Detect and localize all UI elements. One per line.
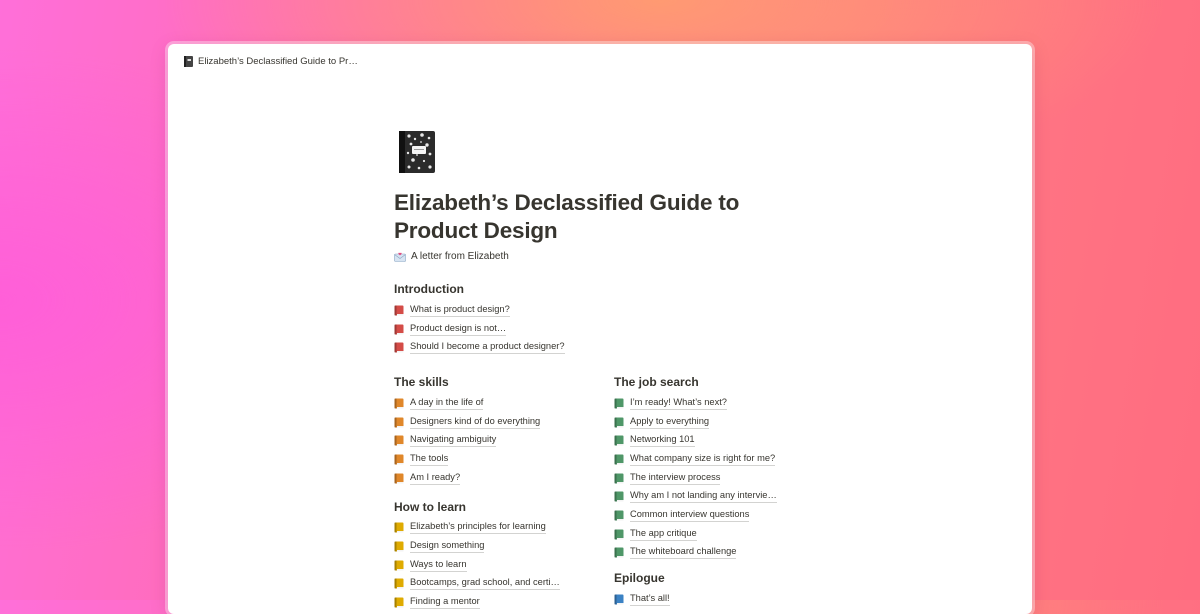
- book-icon: [614, 454, 624, 465]
- page-link-label: Should I become a product designer?: [410, 341, 565, 354]
- book-icon: [394, 560, 404, 571]
- page-link-label: That’s all!: [630, 593, 670, 606]
- page-link[interactable]: [614, 431, 814, 450]
- book-icon: [614, 529, 624, 540]
- page-link[interactable]: [394, 394, 614, 413]
- page-link[interactable]: [614, 525, 814, 544]
- page-link[interactable]: [394, 575, 614, 594]
- book-icon: [614, 398, 624, 409]
- two-column-layout: [394, 375, 814, 612]
- page-link-label: Why am I not landing any intervie…: [630, 490, 777, 503]
- page-link[interactable]: [394, 519, 614, 538]
- page-title: Elizabeth’s Declassified Guide to Product Design: [394, 190, 740, 243]
- book-icon: [394, 597, 404, 608]
- page-link[interactable]: [614, 506, 814, 525]
- letter-link[interactable]: [394, 251, 814, 262]
- section-title: Epilogue: [614, 571, 665, 586]
- book-icon: [394, 305, 404, 316]
- notebook-icon: [184, 56, 193, 67]
- page-link[interactable]: [394, 537, 614, 556]
- notion-window: [168, 44, 1032, 614]
- page-link-label: Elizabeth’s principles for learning: [410, 521, 546, 534]
- composition-notebook-icon: [397, 130, 437, 174]
- page-link[interactable]: [394, 469, 614, 488]
- page-link-label: The interview process: [630, 472, 720, 485]
- page-link[interactable]: [394, 450, 614, 469]
- book-icon: [614, 594, 624, 605]
- page-link-label: The app critique: [630, 528, 697, 541]
- page-link-label: Designers kind of do everything: [410, 416, 540, 429]
- book-icon: [394, 454, 404, 465]
- tab-title[interactable]: Elizabeth’s Declassified Guide to Pr…: [198, 55, 358, 67]
- page-link-label: Apply to everything: [630, 416, 709, 429]
- page-link-label: Navigating ambiguity: [410, 434, 496, 447]
- section-epilogue: [614, 571, 814, 609]
- page-link[interactable]: [614, 413, 814, 432]
- tab-bar: [168, 44, 1032, 78]
- page-link-label: Design something: [410, 540, 484, 553]
- page-link[interactable]: [614, 544, 814, 563]
- left-column: [394, 375, 614, 612]
- section-title: The skills: [394, 375, 449, 390]
- love-letter-icon: [394, 252, 406, 262]
- section-skills: [394, 375, 614, 487]
- right-column: [614, 375, 814, 612]
- book-icon: [614, 473, 624, 484]
- page-link[interactable]: [394, 301, 814, 320]
- book-icon: [614, 547, 624, 558]
- page-link[interactable]: [394, 431, 614, 450]
- book-icon: [394, 522, 404, 533]
- page-link[interactable]: [614, 394, 814, 413]
- book-icon: [394, 578, 404, 589]
- book-icon: [394, 398, 404, 409]
- page-link[interactable]: [394, 320, 814, 339]
- section-how-to-learn: [394, 500, 614, 612]
- book-icon: [394, 324, 404, 335]
- page-link-label: Ways to learn: [410, 559, 467, 572]
- section-job-search: [614, 375, 814, 562]
- book-icon: [614, 510, 624, 521]
- page-link-label: What company size is right for me?: [630, 453, 775, 466]
- page-link-label: Product design is not…: [410, 323, 506, 336]
- page-link-label: The whiteboard challenge: [630, 546, 736, 559]
- page-link-label: Am I ready?: [410, 472, 460, 485]
- letter-link-label: A letter from Elizabeth: [411, 251, 509, 262]
- page-link-label: What is product design?: [410, 304, 510, 317]
- page-link-label: Finding a mentor: [410, 596, 480, 609]
- page-link-label: I’m ready! What’s next?: [630, 397, 727, 410]
- book-icon: [394, 473, 404, 484]
- page-link[interactable]: [614, 469, 814, 488]
- section-title: Introduction: [394, 282, 464, 296]
- book-icon: [614, 435, 624, 446]
- page-link[interactable]: [614, 450, 814, 469]
- page-link[interactable]: [394, 413, 614, 432]
- page-link-label: A day in the life of: [410, 397, 483, 410]
- page-link-label: Bootcamps, grad school, and certi…: [410, 577, 560, 590]
- book-icon: [394, 342, 404, 353]
- book-icon: [614, 491, 624, 502]
- section-title: The job search: [614, 375, 699, 390]
- book-icon: [394, 417, 404, 428]
- page-link-label: Networking 101: [630, 434, 695, 447]
- book-icon: [614, 417, 624, 428]
- book-icon: [394, 541, 404, 552]
- section-introduction: [394, 282, 814, 357]
- page-content: [394, 130, 814, 612]
- page-link[interactable]: [394, 593, 614, 612]
- page-link[interactable]: [394, 338, 814, 357]
- page-link-label: The tools: [410, 453, 448, 466]
- page-link[interactable]: [614, 590, 814, 609]
- book-icon: [394, 435, 404, 446]
- page-link-label: Common interview questions: [630, 509, 749, 522]
- section-title: How to learn: [394, 499, 467, 514]
- page-link[interactable]: [614, 488, 814, 507]
- page-link[interactable]: [394, 556, 614, 575]
